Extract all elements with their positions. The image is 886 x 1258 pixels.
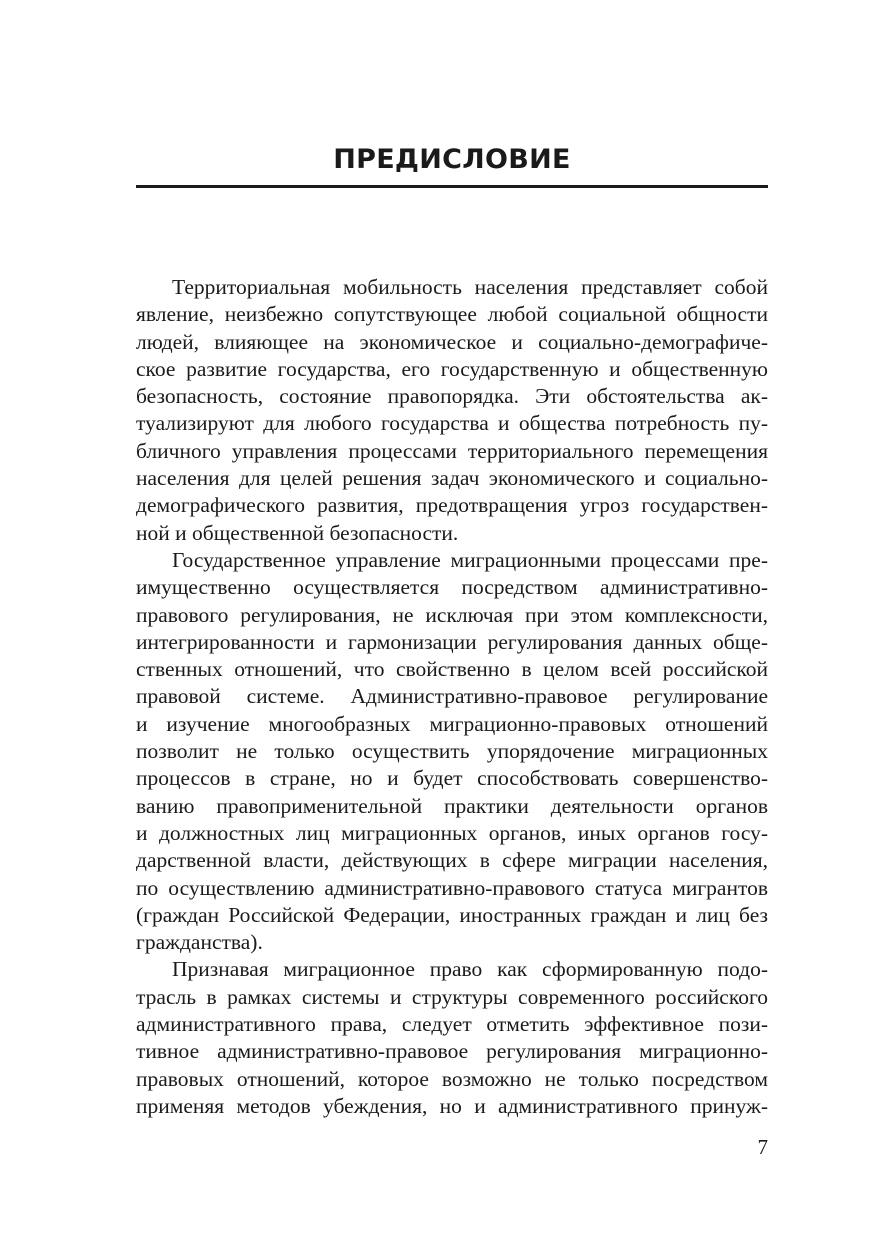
paragraph-1-line-1: Территориальная мобильность населения представляет собой (172, 275, 768, 299)
paragraph-2-line-11: и должностных лиц миграционных органов, иных органов госу- (136, 820, 768, 845)
paragraph-3-line-1: Признавая миграционное право как сформированную подо- (172, 957, 768, 982)
paragraph-2-line-10: ванию правоприменительной практики деятельности органов (136, 793, 768, 818)
page-number: 7 (757, 1135, 768, 1159)
body-text (136, 274, 768, 1120)
page-heading: ПРЕДИСЛОВИЕ (333, 144, 571, 175)
paragraph-1-line-6: туализируют для любого государства и общества потребность пу- (136, 411, 768, 436)
paragraph-3-line-5: правовых отношений, которое возможно не только посредством (136, 1066, 768, 1091)
paragraph-1-line-5: безопасность, состояние правопорядка. Эти обстоятельства ак- (136, 384, 768, 409)
paragraph-2-line-12: дарственной власти, действующих в сфере миграции населения, (136, 848, 768, 873)
paragraph-3-line-3: административного права, следует отметить эффективное пози- (136, 1012, 768, 1037)
heading-rule (136, 185, 768, 188)
paragraph-2-line-1: Государственное управление миграционными процессами пре- (172, 547, 768, 572)
paragraph-2-line-3: правового регулирования, не исключая при этом комплексности, (136, 602, 768, 627)
paragraph-3-line-6: применяя методов убеждения, но и административного принуж- (136, 1093, 768, 1118)
paragraph-3-line-2: трасль в рамках системы и структуры современного российского (136, 984, 768, 1009)
paragraph-2-line-13: по осуществлению административно-правового статуса мигрантов (136, 875, 768, 900)
paragraph-1-line-8: населения для целей решения задач экономического и социально- (136, 466, 768, 491)
paragraph-2-line-15: гражданства). (136, 930, 263, 955)
paragraph-2-line-14: (граждан Российской Федерации, иностранных граждан и лиц без (136, 902, 768, 927)
paragraph-1-line-9: демографического развития, предотвращения угроз государствен- (136, 493, 768, 518)
paragraph-1-line-7: бличного управления процессами территориального перемещения (136, 438, 768, 463)
paragraph-1-line-10: ной и общественной безопасности. (136, 520, 459, 545)
paragraph-2-line-2: имущественно осуществляется посредством административно- (136, 575, 768, 600)
paragraph-3-line-4: тивное административно-правовое регулирования миграционно- (136, 1039, 768, 1064)
paragraph-1-line-2: явление, неизбежно сопутствующее любой социальной общности (136, 302, 768, 327)
paragraph-2-line-8: позволит не только осуществить упорядочение миграционных (136, 739, 768, 764)
paragraph-2-line-7: и изучение многообразных миграционно-правовых отношений (136, 711, 768, 736)
paragraph-2-line-4: интегрированности и гармонизации регулирования данных обще- (136, 629, 768, 654)
paragraph-2-line-9: процессов в стране, но и будет способствовать совершенство- (136, 766, 768, 791)
paragraph-1-line-4: ское развитие государства, его государственную и общественную (136, 356, 768, 381)
paragraph-1-line-3: людей, влияющее на экономическое и социально-демографиче- (136, 329, 768, 354)
paragraph-2-line-5: ственных отношений, что свойственно в целом всей российской (136, 657, 768, 682)
paragraph-2-line-6: правовой системе. Административно-правовое регулирование (136, 684, 768, 709)
